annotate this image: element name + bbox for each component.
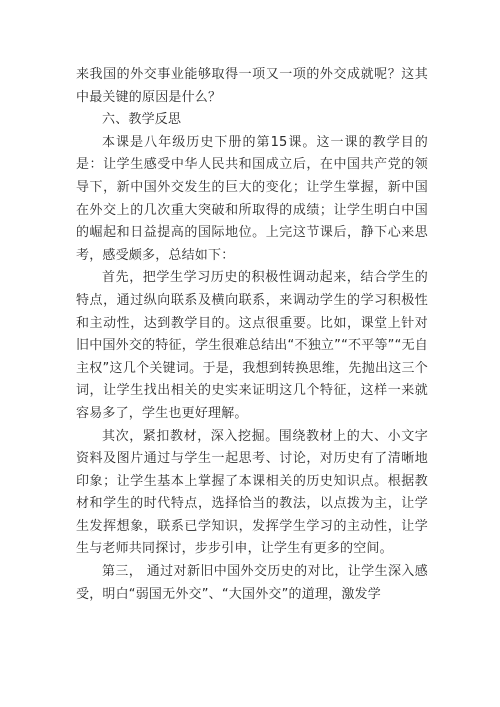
section-heading: 六、教学反思 (102, 112, 182, 128)
paragraph-second-point: 其次，紧扣教材，深入挖掘。围绕教材上的大、小文字资料及图片通过与学生一起思考、讨论，对历史有了清晰地印象；让学生基本上掌握了本课相关的历史知识点。根据教材和学生的时代特点，选择恰当的教法，以点拨为主，让学生发挥想象，联系已学知识，发挥学生学习的主动性，让学生与老师共同探讨，步步引申，让学生有更多的空间。 (76, 428, 428, 557)
paragraph-overview: 本课是八年级历史下册的第15课。这一课的教学目的是：让学生感受中华人民共和国成立后，在中国共产党的领导下，新中国外交发生的巨大的变化；让学生掌握，新中国在外交上的几次重大突破和所取得的成绩；让学生明白中国的崛起和日益提高的国际地位。上完这节课后，静下心来思考，感受颇多，总结如下： (76, 134, 428, 263)
paragraph-first-point: 首先，把学生学习历史的积极性调动起来，结合学生的特点，通过纵向联系及横向联系，来调动学生的学习积极性和主动性，达到教学目的。这点很重要。比如，课堂上针对旧中国外交的特征，学生很难总结出“不独立”“不平等”“无自主权”这几个关键词。于是，我想到转换思维，先抛出这三个词，让学生找出相关的史实来证明这几个特征，这样一来就容易多了，学生也更好理解。 (76, 270, 428, 421)
document-body (76, 64, 428, 606)
paragraph-intro: 来我国的外交事业能够取得一项又一项的外交成就呢？这其中最关键的原因是什么？ (76, 67, 428, 105)
paragraph-third-point: 第三， 通过对新旧中国外交历史的对比，让学生深入感受，明白“弱国无外交”、“大国外交”的道理，激发学 (76, 564, 428, 602)
